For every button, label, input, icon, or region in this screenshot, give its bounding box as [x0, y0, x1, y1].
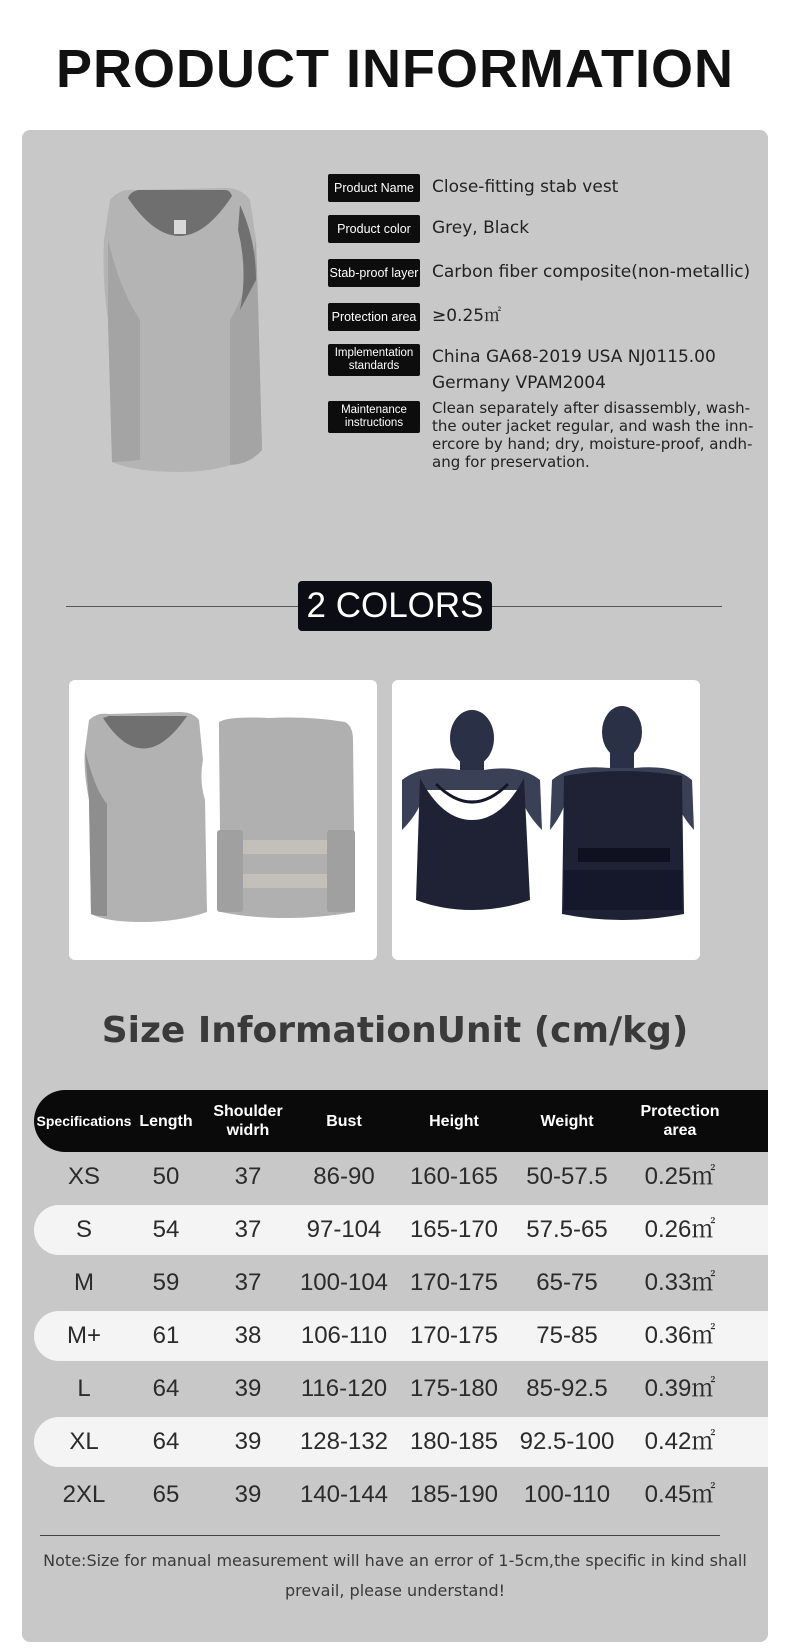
- grey-vest-image: [80, 180, 280, 480]
- table-cell: 116-120: [300, 1375, 388, 1402]
- table-cell: 64: [152, 1428, 180, 1455]
- th-shoulder-width: Shoulder widrh: [213, 1103, 283, 1139]
- table-row: [34, 1152, 768, 1202]
- table-cell: 0.25㎡: [644, 1163, 716, 1190]
- table-cell: M: [74, 1269, 94, 1296]
- value-stab-proof-layer: Carbon fiber composite(non-metallic): [432, 262, 751, 282]
- table-row: [34, 1311, 768, 1361]
- label-maintenance: [328, 401, 420, 433]
- value-standards-line1: China GA68-2019 USA NJ0115.00: [432, 347, 716, 367]
- table-cell: 0.42㎡: [644, 1428, 716, 1455]
- grey-vest-front-back-image: [69, 680, 377, 960]
- table-cell: 185-190: [409, 1481, 499, 1508]
- value-protection-area: ≥0.25㎡: [432, 306, 502, 326]
- table-cell: L: [77, 1375, 91, 1402]
- table-cell: 92.5-100: [519, 1428, 615, 1455]
- black-vest-mannequin-image: [392, 680, 700, 960]
- table-cell: 85-92.5: [526, 1375, 608, 1402]
- label-standards-line2: standards: [348, 360, 400, 372]
- table-cell: 128-132: [299, 1428, 389, 1455]
- table-cell: 65: [152, 1481, 180, 1508]
- table-cell: 39: [234, 1481, 262, 1508]
- value-maintenance: Clean separately after disassembly, wash-the outer jacket regular, and wash the inn-ercore by hand; dry, moisture-proof, andh-ang for preservation.: [432, 399, 754, 471]
- divider-right: [492, 606, 722, 607]
- black-vest-photo: [392, 680, 700, 960]
- info-row-product-name: [328, 174, 618, 202]
- th-weight: Weight: [540, 1112, 594, 1130]
- table-cell: S: [75, 1216, 92, 1243]
- table-cell: 140-144: [299, 1481, 389, 1508]
- table-cell: 38: [234, 1322, 262, 1349]
- value-standards: [432, 344, 716, 396]
- label-product-name: Product Name: [328, 174, 420, 202]
- table-cell: 165-170: [409, 1216, 499, 1243]
- table-cell: M+: [66, 1322, 101, 1349]
- label-maintenance-line2: instructions: [344, 417, 404, 429]
- product-panel: [22, 130, 768, 1642]
- size-table-header: [34, 1090, 768, 1152]
- table-cell: 39: [234, 1375, 262, 1402]
- table-row: [34, 1205, 768, 1255]
- table-cell: 39: [234, 1428, 262, 1455]
- table-cell: 59: [152, 1269, 180, 1296]
- table-cell: 37: [234, 1163, 262, 1190]
- table-cell: 50-57.5: [526, 1163, 608, 1190]
- label-protection-area: Protection area: [328, 303, 420, 331]
- label-stab-proof-layer: Stab-proof layer: [328, 259, 420, 287]
- th-length: Length: [139, 1112, 193, 1130]
- note-divider: [40, 1535, 720, 1536]
- table-cell: 100-110: [523, 1481, 611, 1508]
- size-note: Note:Size for manual measurement will have an error of 1-5cm,the specific in kind shall prevail, please understand!: [43, 1551, 747, 1600]
- table-row: [34, 1470, 768, 1520]
- table-cell: 86-90: [313, 1163, 375, 1190]
- table-cell: 0.26㎡: [644, 1216, 716, 1243]
- value-standards-line2: Germany VPAM2004: [432, 373, 606, 393]
- grey-vest-photo: [69, 680, 377, 960]
- info-row-standards: [328, 344, 716, 396]
- table-cell: 97-104: [306, 1216, 382, 1243]
- table-row: [34, 1364, 768, 1414]
- table-cell: 0.33㎡: [644, 1269, 716, 1296]
- page-title: PRODUCT INFORMATION: [56, 39, 734, 99]
- table-cell: 50: [152, 1163, 180, 1190]
- table-cell: 106-110: [300, 1322, 388, 1349]
- table-cell: 170-175: [409, 1269, 499, 1296]
- table-cell: 61: [152, 1322, 180, 1349]
- value-product-name: Close-fitting stab vest: [432, 177, 619, 197]
- table-cell: 64: [152, 1375, 180, 1402]
- table-cell: 37: [234, 1269, 262, 1296]
- table-cell: 0.45㎡: [644, 1481, 716, 1508]
- table-cell: 0.36㎡: [644, 1322, 716, 1349]
- table-cell: 160-165: [409, 1163, 499, 1190]
- table-cell: 170-175: [409, 1322, 499, 1349]
- table-cell: 37: [234, 1216, 262, 1243]
- info-row-stab-proof-layer: [328, 259, 750, 287]
- divider-left: [66, 606, 298, 607]
- table-cell: 54: [152, 1216, 180, 1243]
- table-cell: 180-185: [409, 1428, 499, 1455]
- th-protection-area: Protection area: [640, 1103, 720, 1139]
- label-maintenance-line1: Maintenance: [341, 404, 407, 416]
- table-cell: XS: [67, 1163, 100, 1190]
- table-cell: 57.5-65: [526, 1216, 608, 1243]
- label-product-color: Product color: [328, 215, 420, 243]
- label-standards-line1: Implementation: [334, 347, 414, 359]
- value-product-color: Grey, Black: [432, 218, 530, 238]
- info-row-protection-area: [328, 303, 501, 331]
- th-bust: Bust: [326, 1112, 362, 1130]
- table-cell: 75-85: [536, 1322, 598, 1349]
- label-standards: [328, 344, 420, 376]
- table-row: [34, 1258, 768, 1308]
- th-height: Height: [429, 1112, 479, 1130]
- table-cell: XL: [69, 1428, 99, 1455]
- size-info-title: Size InformationUnit (cm/kg): [101, 1010, 689, 1051]
- table-cell: 100-104: [299, 1269, 389, 1296]
- info-row-product-color: [328, 215, 529, 243]
- table-cell: 2XL: [62, 1481, 106, 1508]
- table-cell: 0.39㎡: [644, 1375, 716, 1402]
- table-cell: 65-75: [536, 1269, 598, 1296]
- colors-banner: 2 COLORS: [298, 581, 492, 631]
- table-cell: 175-180: [409, 1375, 499, 1402]
- th-specifications: Specifications: [36, 1112, 132, 1129]
- info-row-maintenance: [328, 401, 762, 471]
- table-row: [34, 1417, 768, 1467]
